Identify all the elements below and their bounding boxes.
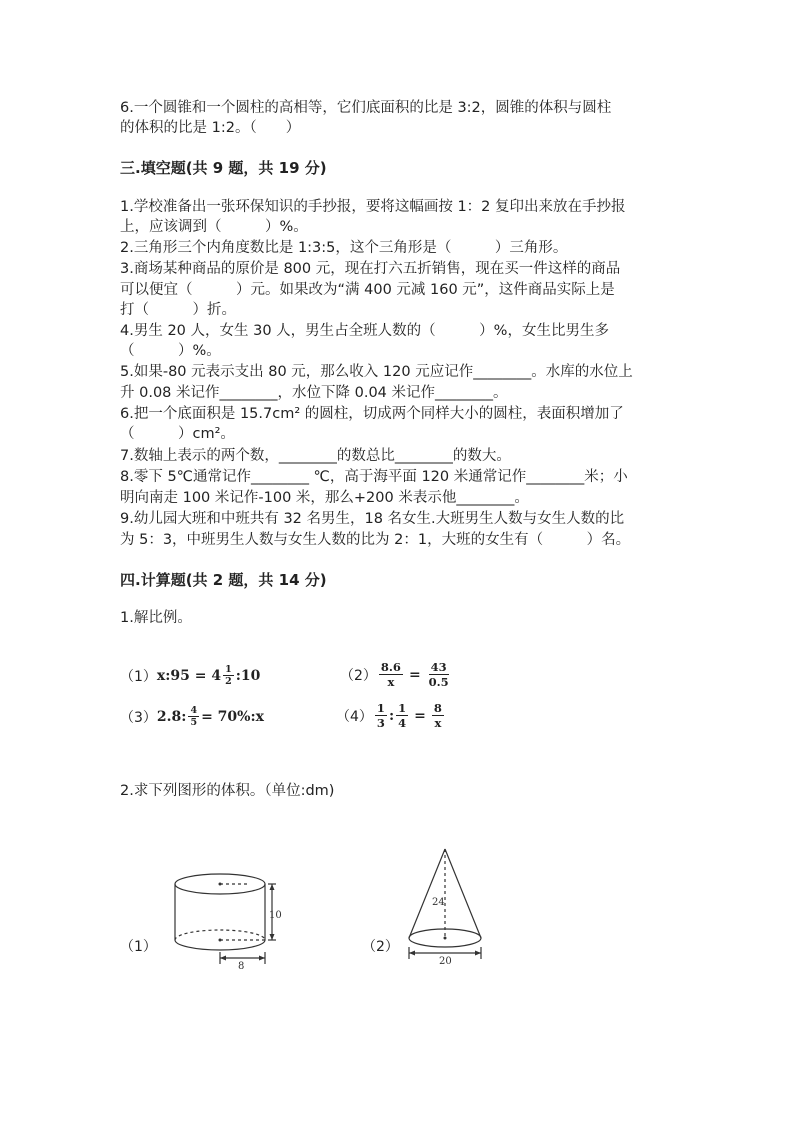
cylinder-height-label: 10 [269, 910, 282, 921]
fraction [427, 660, 451, 689]
fraction-numerator: 1 [376, 701, 385, 715]
fill-line: 打（ ）折。 [120, 302, 236, 318]
fill-line: 7.数轴上表示的两个数，________的数总比________的数大。 [120, 448, 511, 464]
fill-line: 6.把一个底面积是 15.7cm² 的圆柱，切成两个同样大小的圆柱，表面积增加了 [120, 406, 624, 422]
equation-lhs: x:95 = 4 [156, 667, 222, 684]
fraction [188, 705, 199, 728]
fraction-denominator: 2 [225, 676, 232, 687]
fill-line: （ ）%。 [120, 343, 221, 359]
fraction-denominator: x [387, 675, 395, 689]
section3-heading: 三.填空题(共 9 题，共 19 分) [120, 159, 327, 177]
fraction-numerator: 4 [190, 705, 198, 716]
fill-line: 可以便宜（ ）元。如果改为“满 400 元减 160 元”，这件商品实际上是 [120, 282, 615, 298]
cylinder-figure [168, 868, 288, 974]
colon-sign: : [388, 707, 395, 724]
fraction-denominator: 4 [398, 716, 407, 730]
fraction-denominator: 0.5 [428, 675, 449, 689]
equation-4 [336, 701, 446, 730]
fraction-numerator: 8 [433, 701, 442, 715]
fraction-denominator: 3 [376, 716, 385, 730]
fill-line: 明向南走 100 米记作-100 米，那么+200 米表示他________。 [120, 490, 529, 506]
fill-line: 上，应该调到（ ）%。 [120, 219, 308, 235]
fraction [432, 701, 444, 730]
fill-line: 8.零下 5℃通常记作________ ℃，高于海平面 120 米通常记作________米；小 [120, 469, 628, 485]
equation-label: （3） [120, 709, 157, 726]
fraction [375, 701, 387, 730]
fraction-denominator: x [434, 716, 442, 730]
equation-label: （4） [336, 708, 373, 725]
equals-sign: = [408, 666, 421, 683]
figure2-label: （2） [362, 939, 399, 955]
equation-label: （2） [340, 667, 377, 684]
fill-line: 4.男生 20 人，女生 30 人，男生占全班人数的（ ）%，女生比男生多 [120, 323, 609, 339]
fill-line: 1.学校准备出一张环保知识的手抄报，要将这幅画按 1：2 复印出来放在手抄报 [120, 199, 626, 215]
fraction-numerator: 1 [398, 701, 407, 715]
fill-line: 为 5：3，中班男生人数与女生人数的比为 2：1，大班的女生有（ ）名。 [120, 532, 631, 548]
calc-q1-title: 1.解比例。 [120, 610, 192, 626]
judge-q6-line2: 的体积的比是 1:2。（ ） [120, 120, 301, 136]
cone-height-label: 24 [432, 897, 445, 908]
fraction-numerator: 1 [225, 664, 232, 675]
fill-line: 升 0.08 米记作________，水位下降 0.04 米记作________。 [120, 385, 508, 401]
fill-line: 2.三角形三个内角度数比是 1:3:5，这个三角形是（ ）三角形。 [120, 240, 568, 256]
equation-label: （1） [120, 668, 157, 685]
fill-line: （ ）cm²。 [120, 426, 235, 442]
cone-figure [400, 843, 490, 967]
fraction [396, 701, 408, 730]
fraction-denominator: 5 [190, 717, 198, 728]
equation-lhs: 2.8: [156, 708, 187, 725]
figure1-label: （1） [120, 939, 157, 955]
equals-sign: = [414, 707, 426, 724]
section4-heading: 四.计算题(共 2 题，共 14 分) [120, 571, 327, 589]
calc-q2-title: 2.求下列图形的体积。（单位:dm) [120, 783, 335, 799]
equation-rhs: :10 [235, 667, 261, 684]
cone-diameter-label: 20 [439, 956, 452, 967]
judge-q6-line1: 6.一个圆锥和一个圆柱的高相等，它们底面积的比是 3:2，圆锥的体积与圆柱 [120, 100, 612, 116]
fill-line: 3.商场某种商品的原价是 800 元，现在打六五折销售，现在买一件这样的商品 [120, 261, 621, 277]
equation-rhs: = 70%:x [201, 708, 264, 725]
equation-2 [340, 660, 453, 689]
cylinder-radius-label: 8 [238, 961, 245, 972]
equation-1 [120, 664, 260, 687]
fraction [379, 660, 403, 689]
fill-line: 5.如果-80 元表示支出 80 元，那么收入 120 元应记作________。水库的水位上 [120, 364, 633, 380]
fraction-numerator: 43 [430, 660, 447, 674]
mixed-fraction [223, 664, 234, 687]
fraction-numerator: 8.6 [380, 660, 401, 674]
equation-3 [120, 705, 264, 728]
fill-line: 9.幼儿园大班和中班共有 32 名男生，18 名女生.大班男生人数与女生人数的比 [120, 511, 625, 527]
